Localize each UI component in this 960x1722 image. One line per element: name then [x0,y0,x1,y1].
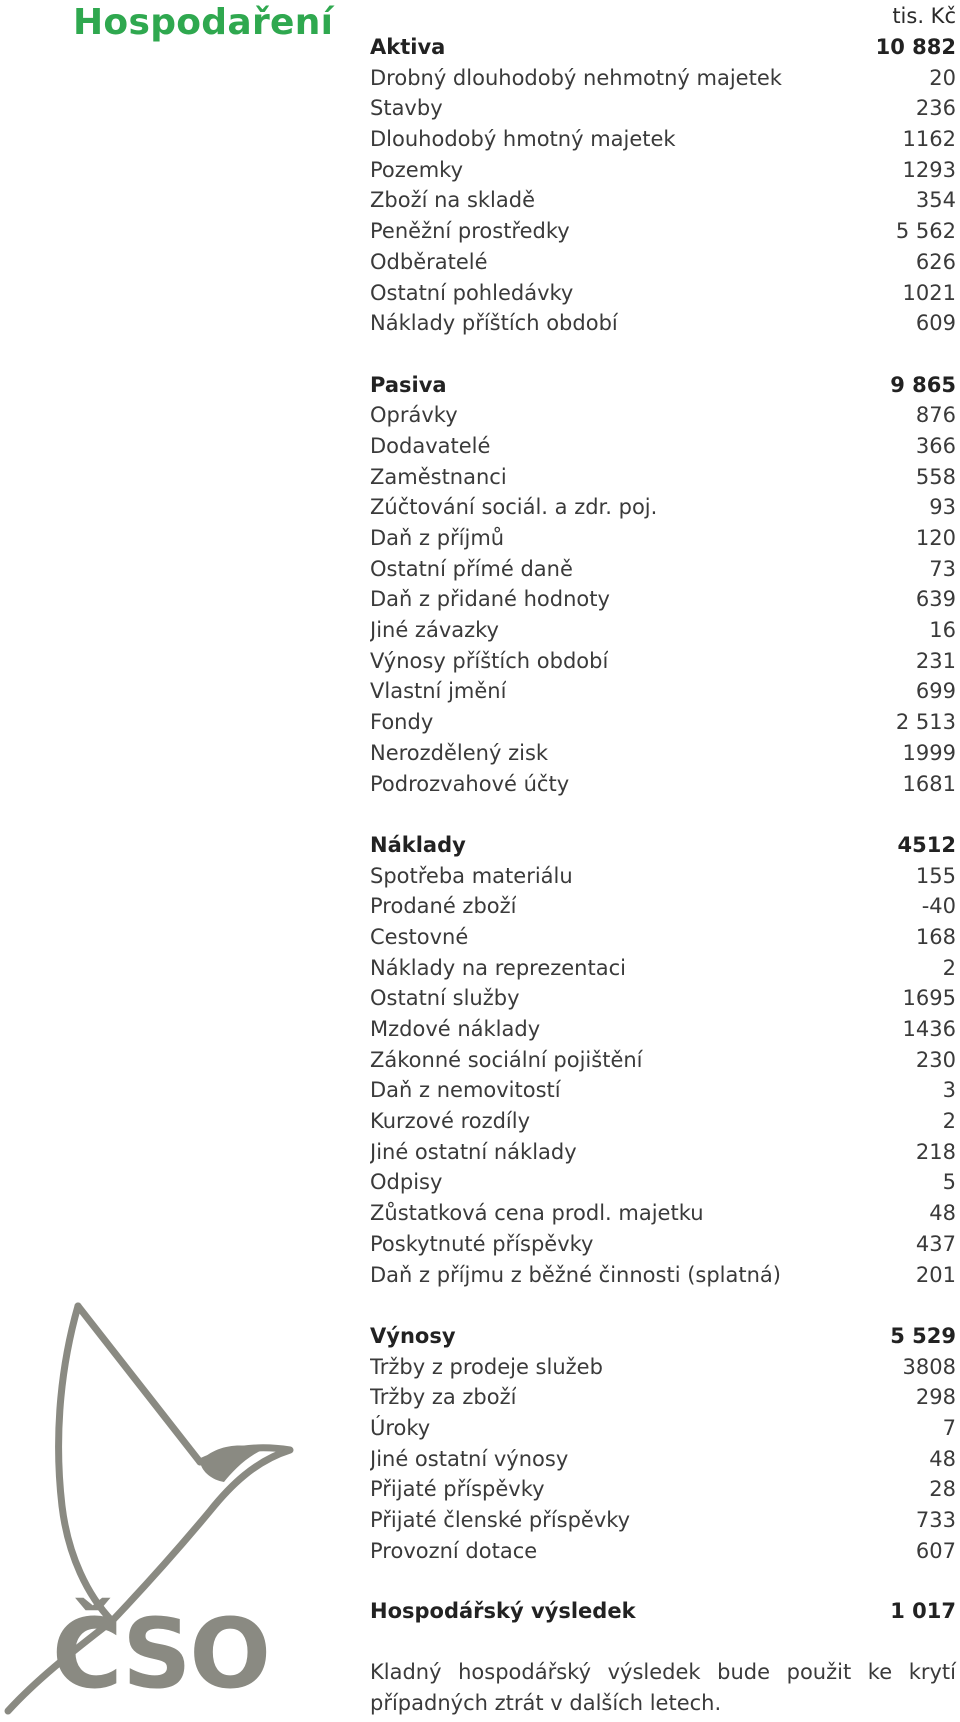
row-label: Cestovné [370,924,469,949]
table-row [370,1413,956,1444]
table-row [370,124,956,155]
table-row [370,1229,956,1260]
row-label: Daň z nemovitostí [370,1078,561,1103]
table-row [370,1137,956,1168]
row-value: 168 [915,924,956,949]
row-value: 48 [929,1201,956,1226]
row-label: Ostatní pohledávky [370,280,574,305]
row-value: 1999 [902,740,956,765]
section-gap [370,339,956,370]
row-label: Zaměstnanci [370,464,507,489]
row-value: 298 [915,1385,956,1410]
table-row [370,431,956,462]
table-row [370,400,956,431]
table-row [370,93,956,124]
row-label: Přijaté členské příspěvky [370,1508,631,1532]
row-label: Přijaté příspěvky [370,1477,545,1502]
row-label: Poskytnuté příspěvky [370,1231,594,1256]
row-label: Odpisy [370,1170,443,1195]
row-value: 1293 [902,157,956,182]
row-value: 218 [915,1139,956,1164]
section-total: 4512 [897,832,956,857]
row-label: Vlastní jmění [370,679,507,704]
table-row [370,1352,956,1383]
table-row [370,462,956,493]
row-value: 201 [915,1262,956,1287]
row-value: 16 [929,618,956,643]
result-note: Kladný hospodářský výsledek bude použit ke krytí případných ztrát v dalších letech. [370,1660,956,1715]
table-row [370,738,956,769]
table-row [370,861,956,892]
table-row [370,584,956,615]
table-row [370,1505,956,1536]
table-row [370,646,956,677]
table-row [370,1474,956,1505]
table-row [370,492,956,523]
row-label: Provozní dotace [370,1538,538,1563]
row-value: 354 [915,188,956,213]
row-value: 366 [915,433,956,458]
section-gap [370,1290,956,1321]
table-row [370,63,956,94]
row-label: Úroky [370,1415,431,1440]
row-label: Jiné ostatní výnosy [370,1446,569,1471]
table-row [370,1045,956,1076]
row-value: 2 [942,955,956,980]
row-label: Zúčtování sociál. a zdr. poj. [370,495,658,520]
row-label: Tržby z prodeje služeb [370,1354,603,1379]
result-label: Hospodářský výsledek [370,1599,636,1624]
row-label: Spotřeba materiálu [370,863,573,888]
section-label: Pasiva [370,372,447,397]
row-value: 7 [942,1415,956,1440]
table-row [370,1382,956,1413]
result-row [370,1596,956,1627]
table-row [370,1167,956,1198]
section-header [370,32,956,63]
row-value: 2 [942,1109,956,1134]
row-label: Dlouhodobý hmotný majetek [370,127,676,152]
row-label: Odběratelé [370,249,488,274]
table-row [370,155,956,186]
row-label: Podrozvahové účty [370,771,570,796]
section-total: 5 529 [890,1323,956,1348]
section-total: 9 865 [890,372,956,397]
table-row [370,676,956,707]
table-row [370,185,956,216]
row-label: Prodané zboží [370,894,517,919]
row-value: 28 [929,1477,956,1502]
row-value: 120 [915,526,956,550]
row-value: 1436 [902,1017,956,1041]
row-value: 699 [915,679,956,704]
table-row [370,707,956,738]
row-label: Zůstatková cena prodl. majetku [370,1201,704,1226]
row-label: Tržby za zboží [370,1385,517,1410]
logo-text: ČSO [52,1598,269,1710]
table-row [370,615,956,646]
row-value: 1681 [902,771,956,796]
row-label: Náklady na reprezentaci [370,955,626,980]
table-row [370,983,956,1014]
row-value: 230 [915,1047,956,1072]
row-value: 1695 [902,986,956,1011]
row-value: 155 [915,863,956,888]
row-value: 607 [915,1538,956,1563]
row-label: Jiné závazky [370,618,499,643]
table-row [370,1106,956,1137]
row-value: 93 [929,495,956,520]
row-value: 3 [942,1078,956,1103]
row-label: Nerozdělený zisk [370,740,549,765]
row-label: Peněžní prostředky [370,219,570,244]
table-row [370,1444,956,1475]
table-row [370,769,956,800]
row-value: 2 513 [895,710,956,735]
table-row [370,216,956,247]
row-value: 5 [942,1170,956,1195]
row-value: 639 [915,587,956,612]
row-value: 1162 [902,127,956,152]
row-label: Náklady příštích období [370,311,618,336]
row-label: Dodavatelé [370,433,491,458]
row-label: Stavby [370,96,443,121]
table-row [370,1198,956,1229]
row-value: 437 [915,1231,956,1256]
financial-table [370,0,956,1718]
table-row [370,953,956,984]
row-label: Ostatní přímé daně [370,556,573,581]
row-label: Zboží na skladě [370,188,536,213]
row-label: Drobný dlouhodobý nehmotný majetek [370,65,782,90]
row-label: Kurzové rozdíly [370,1109,531,1134]
table-row [370,1014,956,1045]
row-value: 73 [929,556,956,581]
row-label: Daň z příjmů [370,526,505,550]
table-row [370,1536,956,1567]
table-row [370,1260,956,1291]
section-total: 10 882 [875,35,956,59]
table-row [370,922,956,953]
table-row [370,891,956,922]
row-label: Daň z příjmu z běžné činnosti (splatná) [370,1262,781,1287]
result-value: 1 017 [890,1599,956,1624]
row-value: 733 [915,1508,956,1532]
table-row [370,278,956,309]
table-row [370,1075,956,1106]
row-value: 609 [915,311,956,336]
row-value: 48 [929,1446,956,1471]
row-value: 3808 [902,1354,956,1379]
sections-container [370,32,956,1566]
row-value: 1021 [902,280,956,305]
section-header [370,1321,956,1352]
row-label: Ostatní služby [370,986,520,1011]
section-header [370,370,956,401]
row-label: Daň z přidané hodnoty [370,587,610,612]
row-value: 876 [915,403,956,428]
table-row [370,308,956,339]
section-label: Výnosy [370,1323,456,1348]
row-label: Zákonné sociální pojištění [370,1047,643,1072]
row-value: 231 [915,648,956,673]
row-value: 236 [915,96,956,121]
table-row [370,247,956,278]
table-row [370,554,956,585]
page-title: Hospodaření [73,2,334,43]
row-label: Mzdové náklady [370,1017,541,1041]
row-label: Oprávky [370,403,458,428]
row-label: Výnosy příštích období [370,648,609,673]
row-value: -40 [921,894,956,919]
row-label: Fondy [370,710,434,735]
row-label: Jiné ostatní náklady [370,1139,577,1164]
row-label: Pozemky [370,157,464,182]
section-gap [370,799,956,830]
section-label: Náklady [370,832,466,857]
row-value: 558 [915,464,956,489]
row-value: 20 [929,65,956,90]
row-value: 5 562 [895,219,956,244]
table-row [370,523,956,554]
section-label: Aktiva [370,35,446,59]
section-header [370,830,956,861]
unit-label: tis. Kč [892,4,956,28]
row-value: 626 [915,249,956,274]
